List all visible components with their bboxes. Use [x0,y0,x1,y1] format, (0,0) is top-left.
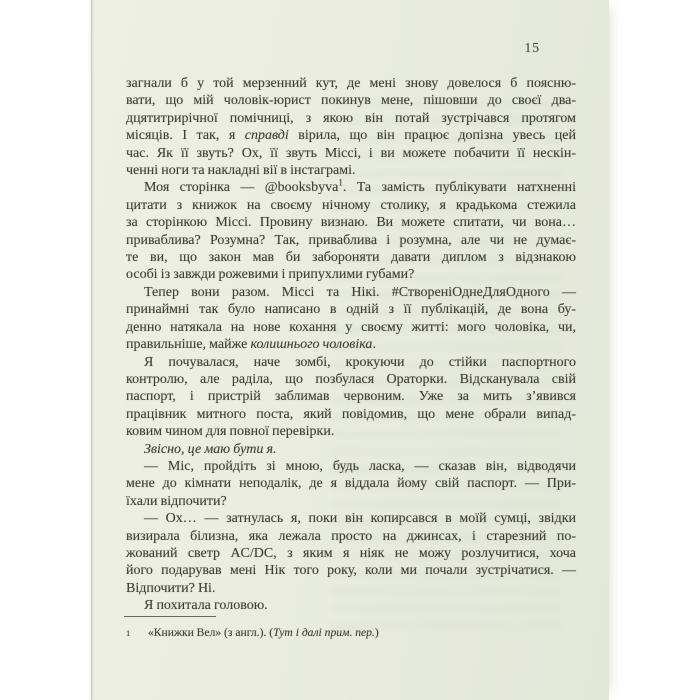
page-text [126,75,576,615]
footnote [124,625,576,641]
text-line [126,110,576,127]
italic-text: Тут і далі прим. пер. [273,626,375,639]
text-line [126,545,576,562]
italic-text: колишнього чоловіка [250,337,373,353]
text-segment: загнали б у той мерзенний кут, де мені знову довелося б поясню- [126,76,576,91]
text-segment: цитати з книжок на своєму нічному столику, я крадькома стежила [126,197,576,213]
text-segment: Моя сторінка — @booksbyva [144,180,339,196]
text-line [126,597,576,614]
text-line [126,197,576,214]
text-line [126,580,576,597]
text-segment: його подарував мені Нік того року, коли ми почали зустрічатися. — [126,563,576,579]
text-line [126,441,576,458]
text-segment: те ви, що закон мав би забороняти давати диплом з відзнакою [126,250,576,266]
text-line [126,388,576,405]
text-line [126,266,576,283]
text-line [126,475,576,492]
text-segment: місяців. І так, я [126,128,245,144]
text-line [126,301,576,318]
text-segment: денно натякала на нове кохання у своєму житті: мого чоловіка, чи, [126,319,576,335]
text-segment: — Міс, пройдіть зі мною, будь ласка, — сказав він, відводячи [144,458,576,474]
text-segment: мене до кімнати неподалік, де я віддала йому свій паспорт. — При- [126,476,576,492]
text-segment: — Ох… — затнулась я, поки він копирсався в моїй сумці, звідки [144,511,576,527]
text-segment: . [372,337,376,353]
text-line [126,528,576,545]
text-segment: Відпочити? Ні. [126,580,216,596]
text-line [126,179,576,196]
text-line [126,214,576,231]
text-segment: ковим чином для повної перевірки. [126,424,335,440]
text-segment: Я похитала головою. [144,598,268,614]
text-line [126,423,576,440]
text-segment: контролю, але раділа, що позбулася Ораторки. Відсканувала свій [126,371,576,387]
text-segment: правильніше, майже [126,337,251,353]
text-line [126,162,576,179]
text-segment: Тепер вони разом. Міссі та Нікі. #СтвореніОднеДляОдного — [144,284,576,300]
text-segment: визирала білизна, яка лежала просто на джинсах, і старезний по- [126,528,576,544]
text-segment: вати, що мій чоловік-юрист покинув мене, пішовши до своєї два- [126,93,576,109]
text-line [126,319,576,336]
text-line [126,493,576,510]
italic-text: справді [244,128,289,144]
text-segment: вірила, що він працює допізна увесь цей [288,128,576,144]
text-line [126,284,576,301]
text-line [126,406,576,423]
text-segment: приваблива? Розумна? Так, приваблива і розумна, але чи не думає- [126,232,576,248]
text-segment: принаймні так було написано в одній з її публікацій, де вона бу- [126,302,576,318]
text-segment: за сторінкою Міссі. Провину визнаю. Ви можете спитати, чи вона… [126,215,576,231]
italic-text: Звісно, це маю бути я. [144,441,277,457]
text-segment: «Книжки Вел» (з англ.). ( [148,626,274,639]
text-line [126,145,576,162]
text-segment: ) [374,626,379,639]
text-line [126,336,576,353]
text-line [126,127,576,144]
text-segment: Я почувалася, наче зомбі, крокуючи до стійки паспортного [144,354,576,370]
text-segment: час. Як її звуть? Ох, її звуть Міссі, і ви можете побачити її нескін- [126,145,576,161]
text-line [126,232,576,249]
book-page [91,0,609,700]
text-line [126,510,576,527]
text-segment: особі із завжди рожевими і припухлими губами? [126,267,415,283]
page-number: 15 [524,40,540,55]
footnote-marker: 1 [126,628,131,638]
text-line [126,249,576,266]
text-line [126,75,576,92]
text-segment: ченні ноги та накладні вії в інстаграмі. [126,163,356,179]
text-line [126,458,576,475]
text-segment: . Та замість публікувати натхненні [342,180,576,196]
text-line [126,562,576,579]
text-segment: дцятитрирічної помічниці, з якою він потай зустрічався протягом [126,110,576,126]
text-line [126,354,576,371]
text-segment: жований светр AC/DC, з яким я ніяк не можу розлучитися, хоча [126,545,576,561]
text-segment: їхали відпочити? [126,493,227,509]
footnote-text [148,626,379,639]
text-line [126,92,576,109]
text-line [126,371,576,388]
text-segment: працівник митного поста, який повідомив, що мене обрали випад- [126,406,576,422]
text-segment: паспорт, і пристрій заблимав червоним. Уже за мить з’явився [126,389,576,405]
footnote-divider [124,616,216,617]
superscript-ref: 1 [338,177,343,188]
